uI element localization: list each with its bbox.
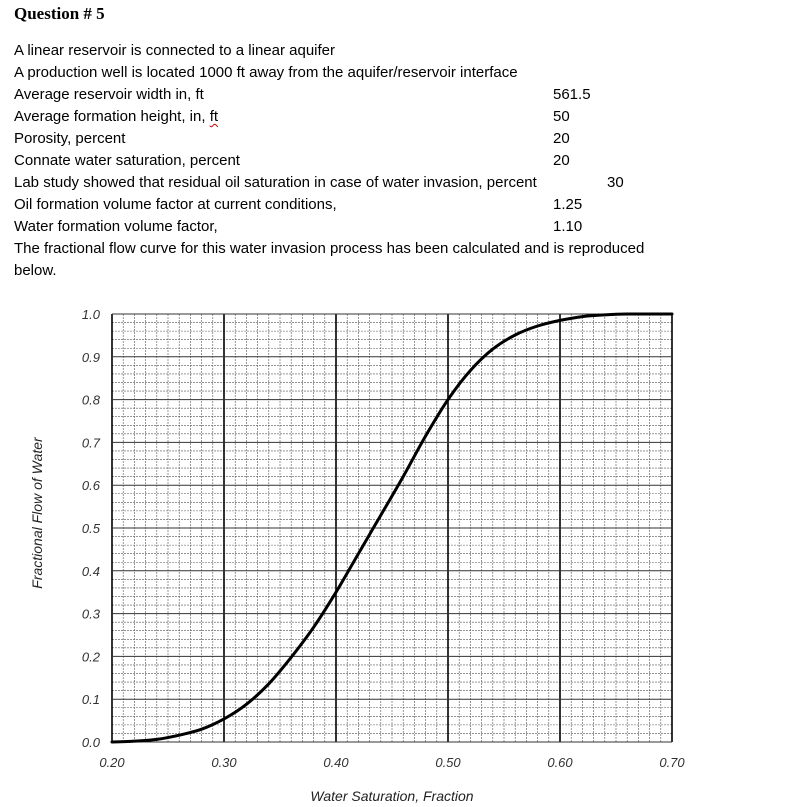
x-axis-label: Water Saturation, Fraction xyxy=(310,788,474,804)
param-value-water-fvf: 1.10 xyxy=(553,218,583,235)
x-tick-labels xyxy=(99,755,685,770)
closing-line-2: below. xyxy=(14,262,57,279)
param-value-width: 561.5 xyxy=(553,86,591,103)
x-tick-label: 0.70 xyxy=(659,755,685,770)
param-value-height: 50 xyxy=(553,108,570,125)
y-tick-label: 0.4 xyxy=(81,563,100,579)
y-tick-label: 0.7 xyxy=(81,435,100,451)
y-tick-label: 0.6 xyxy=(81,478,100,494)
y-tick-label: 0.9 xyxy=(81,349,100,365)
x-tick-label: 0.40 xyxy=(323,755,349,770)
problem-line-2: A production well is located 1000 ft away from the aquifer/reservoir interface xyxy=(14,64,518,81)
param-label-residual-oil: Lab study showed that residual oil saturation in case of water invasion, percent xyxy=(14,174,537,191)
y-tick-label: 0.5 xyxy=(81,521,100,536)
param-label-connate: Connate water saturation, percent xyxy=(14,152,240,169)
y-axis-label: Fractional Flow of Water xyxy=(29,437,45,589)
y-tick-label: 0.0 xyxy=(81,735,100,750)
problem-line-1: A linear reservoir is connected to a linear aquifer xyxy=(14,42,336,59)
param-label-oil-fvf: Oil formation volume factor at current conditions, xyxy=(14,196,337,213)
y-tick-label: 0.2 xyxy=(81,649,100,665)
param-value-connate: 20 xyxy=(553,152,570,169)
param-value-residual-oil: 30 xyxy=(607,174,624,191)
param-label-porosity: Porosity, percent xyxy=(14,130,126,147)
y-tick-label: 0.3 xyxy=(81,606,100,622)
param-label-width: Average reservoir width in, ft xyxy=(14,86,204,103)
x-tick-label: 0.60 xyxy=(547,755,573,770)
x-tick-label: 0.50 xyxy=(435,755,461,770)
param-value-porosity: 20 xyxy=(553,130,570,147)
closing-line-1: The fractional flow curve for this water invasion process has been calculated and is reproduced xyxy=(14,240,645,257)
param-value-oil-fvf: 1.25 xyxy=(553,196,583,213)
param-label-water-fvf: Water formation volume factor, xyxy=(14,218,218,235)
y-tick-label: 0.1 xyxy=(81,692,100,708)
x-tick-label: 0.30 xyxy=(211,755,237,770)
x-tick-label: 0.20 xyxy=(99,755,125,770)
param-label-height-unit: ft xyxy=(209,108,219,125)
y-tick-labels xyxy=(82,307,101,750)
y-tick-label: 0.8 xyxy=(81,392,100,408)
question-title: Question # 5 xyxy=(14,4,105,23)
param-label-height-text: Average formation height, in, xyxy=(14,108,210,125)
y-tick-label: 1.0 xyxy=(81,307,100,322)
